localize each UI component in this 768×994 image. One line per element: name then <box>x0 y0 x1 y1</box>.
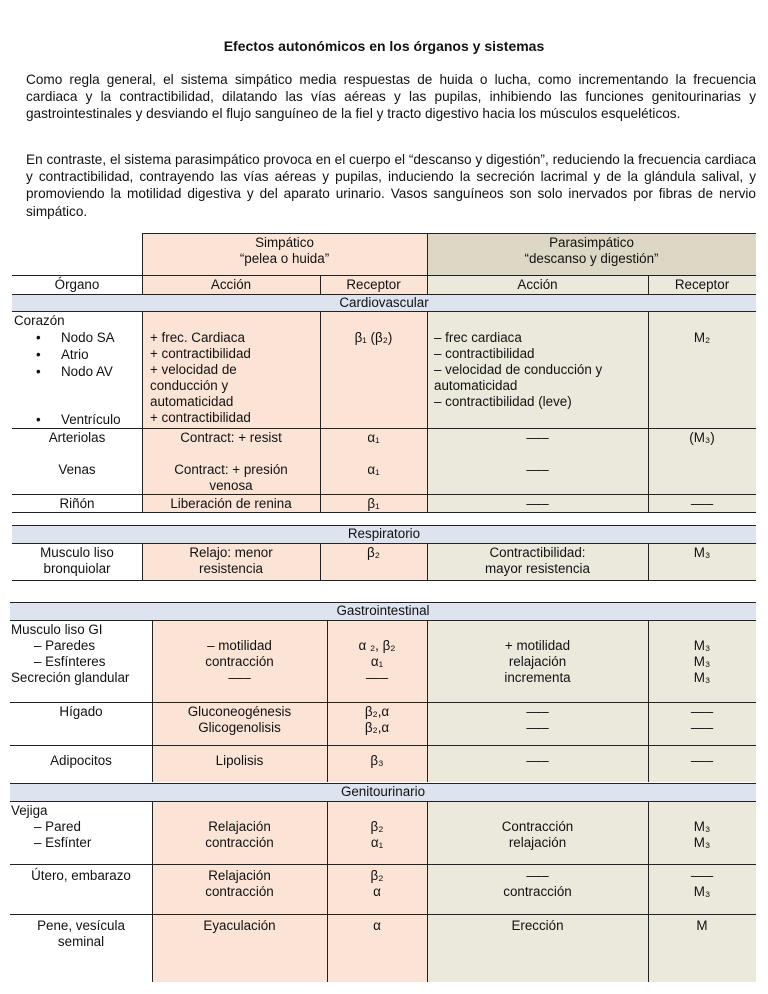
organ-ventriculo: Ventrículo <box>61 412 121 427</box>
rinon-action: Liberación de renina <box>170 496 292 511</box>
section-resp: Respiratorio <box>347 526 421 541</box>
vejiga-receptor: β₂ <box>370 819 384 834</box>
organ-secrecion: Secreción glandular <box>11 670 130 685</box>
rule <box>427 312 428 512</box>
venas-receptor: α₁ <box>367 462 380 477</box>
page-title: Efectos autonómicos en los órganos y sistemas <box>223 38 545 54</box>
rule <box>10 702 756 703</box>
organ-venas: Venas <box>58 462 96 477</box>
gi-symp-action: contracción <box>205 654 274 669</box>
cardio-para-action: – contractibilidad (leve) <box>434 394 572 409</box>
organ-nodo-sa: Nodo SA <box>61 330 115 345</box>
higado-receptor: β₂,α <box>364 704 390 719</box>
organ-esfinteres: – Esfínteres <box>34 654 106 669</box>
rule <box>142 233 756 234</box>
gi-para-action: incrementa <box>504 670 571 685</box>
venas-action: Contract: + presión <box>174 462 288 477</box>
gi-symp-receptor: ––– <box>365 670 389 685</box>
higado-action: Glicogenolisis <box>198 720 281 735</box>
gi-para-receptor: M₃ <box>693 638 711 653</box>
organ-musculo-bronquiolar: Musculo liso <box>40 545 114 560</box>
vejiga-para: Contracción <box>501 819 574 834</box>
cardio-symp-action: automaticidad <box>150 394 234 409</box>
cardio-symp-action: + velocidad de <box>150 362 237 377</box>
resp-symp-action: resistencia <box>198 561 263 576</box>
section-gi: Gastrointestinal <box>336 603 430 618</box>
cardio-para-action: automaticidad <box>434 378 518 393</box>
rule <box>12 494 756 495</box>
gi-symp-receptor: α ₂, β₂ <box>358 638 396 653</box>
adipo-para: ––– <box>526 753 549 768</box>
organ-pene: Pene, vesícula <box>37 918 125 933</box>
venas-para: ––– <box>526 462 549 477</box>
organ-pene: seminal <box>57 934 105 949</box>
higado-para: ––– <box>526 720 549 735</box>
col-para-action: Acción <box>517 277 558 292</box>
section-gu: Genitourinario <box>340 784 426 799</box>
arteriolas-para-receptor: (M₃) <box>689 430 715 445</box>
intro-paragraph-parasympathetic: En contraste, el sistema parasimpático provoca en el cuerpo el “descanso y digestión”, reduciendo la frecuencia cardiaca y contractibilidad, contrayendo las vías aéreas y pupilas, induciendo la secreción lacrimal y de la glándula salival, y promoviendo la motilidad digestiva y del aparato urinario. Vasos sanguíneos son solo inervados por fibras de nervio simpático. <box>26 152 756 219</box>
higado-action: Gluconeogénesis <box>187 704 292 719</box>
pene-para-receptor: M <box>696 918 708 933</box>
bullet: • <box>36 364 41 379</box>
cardio-symp-action: + contractibilidad <box>150 410 251 425</box>
gi-para-receptor: M₃ <box>693 654 711 669</box>
resp-para-action: Contractibilidad: <box>489 545 586 560</box>
symp-title: Simpático <box>255 235 314 250</box>
organ-vejiga: Vejiga <box>11 803 48 818</box>
gi-para-action: relajación <box>508 654 567 669</box>
organ-atrio: Atrio <box>61 347 89 362</box>
col-symp-action: Acción <box>210 277 252 292</box>
resp-symp-action: Relajo: menor <box>189 545 273 560</box>
organ-esfinter: – Esfínter <box>34 835 92 850</box>
rule <box>10 620 756 621</box>
organ-corazon: Corazón <box>14 313 65 328</box>
col-symp-receptor: Receptor <box>346 277 401 292</box>
gi-symp-action: – motilidad <box>207 638 272 653</box>
rule <box>12 428 756 429</box>
higado-para-receptor: ––– <box>690 704 714 719</box>
organ-arteriolas: Arteriolas <box>48 430 106 445</box>
utero-action: contracción <box>205 884 274 899</box>
symp-subtitle: “pelea o huida” <box>239 251 330 266</box>
section-cardio: Cardiovascular <box>339 295 429 310</box>
organ-rinon: Riñón <box>59 496 95 511</box>
rule <box>10 801 756 802</box>
organ-nodo-av: Nodo AV <box>61 364 113 379</box>
bullet: • <box>36 412 41 427</box>
cardio-symp-receptor: β₁ (β₂) <box>354 330 393 345</box>
cardio-symp-action: conducción y <box>150 378 229 393</box>
cardio-para-action: – velocidad de conducción y <box>434 362 603 377</box>
col-para-receptor: Receptor <box>674 277 730 292</box>
gi-symp-receptor: α₁ <box>370 654 384 669</box>
gi-para-receptor: M₃ <box>693 670 711 685</box>
gi-para-action: + motilidad <box>504 638 571 653</box>
resp-para-action: mayor resistencia <box>485 561 590 576</box>
organ-utero: Útero, embarazo <box>31 868 131 883</box>
rule <box>12 580 756 581</box>
organ-musculo-gi: Musculo liso GI <box>11 622 103 637</box>
para-title: Parasimpático <box>549 235 634 250</box>
utero-para-receptor: ––– <box>690 868 714 883</box>
cardio-symp-action: + contractibilidad <box>150 346 251 361</box>
gi-symp-action: ––– <box>228 670 251 685</box>
vejiga-para: relajación <box>508 835 567 850</box>
arteriolas-para: ––– <box>526 430 549 445</box>
higado-para: ––– <box>526 704 549 719</box>
rule <box>10 914 756 915</box>
pene-receptor: α <box>373 918 381 933</box>
adipo-receptor: β₃ <box>370 753 384 768</box>
bullet: • <box>36 347 41 362</box>
organ-higado: Hígado <box>59 704 103 719</box>
intro-paragraph-sympathetic: Como regla general, el sistema simpático media respuestas de huida o lucha, como incrementando la frecuencia cardiaca y la contractibilidad, dilatando las vías aéreas y las pupilas, inhibiendo las funciones genitourinarias y gastrointestinales y desviando el flujo sanguíneo de la fiel y tracto digestivo hacia los músculos esqueléticos. <box>26 72 756 122</box>
higado-receptor: β₂,α <box>364 720 390 735</box>
pene-action: Eyaculación <box>203 918 276 933</box>
utero-action: Relajación <box>208 868 271 883</box>
cardio-para-receptor: M₂ <box>693 330 711 345</box>
adipo-action: Lipolisis <box>215 753 264 768</box>
vejiga-para-receptor: M₃ <box>693 819 711 834</box>
rinon-receptor: β₁ <box>367 496 380 511</box>
higado-para-receptor: ––– <box>690 720 714 735</box>
pene-para: Erección <box>511 918 564 933</box>
venas-action: venosa <box>209 478 253 493</box>
organ-paredes: – Paredes <box>34 638 96 653</box>
cardio-symp-action: + frec. Cardiaca <box>150 330 245 345</box>
para-subtitle: “descanso y digestión” <box>524 251 659 266</box>
utero-receptor: β₂ <box>370 868 384 883</box>
utero-para-receptor: M₃ <box>693 884 711 899</box>
vejiga-action: Relajación <box>208 819 271 834</box>
vejiga-action: contracción <box>205 835 274 850</box>
col-organ: Órgano <box>54 277 100 292</box>
rule <box>12 543 756 544</box>
resp-para-receptor: M₃ <box>693 545 711 560</box>
cardio-para-action: – frec cardiaca <box>434 330 522 345</box>
arteriolas-action: Contract: + resist <box>180 430 282 445</box>
rule <box>12 275 756 276</box>
organ-pared: – Pared <box>34 819 81 834</box>
rule <box>10 864 756 865</box>
rinon-para: ––– <box>526 496 549 511</box>
vejiga-para-receptor: M₃ <box>693 835 711 850</box>
utero-para: contracción <box>503 884 572 899</box>
adipo-para-receptor: ––– <box>690 753 714 768</box>
rule <box>10 745 756 746</box>
organ-musculo-bronquiolar: bronquiolar <box>43 561 111 576</box>
resp-symp-receptor: β₂ <box>367 545 380 560</box>
organ-adipocitos: Adipocitos <box>50 753 112 768</box>
vejiga-receptor: α₁ <box>370 835 384 850</box>
rinon-para-receptor: ––– <box>690 496 714 511</box>
utero-receptor: α <box>373 884 381 899</box>
cardio-para-action: – contractibilidad <box>434 346 535 361</box>
arteriolas-receptor: α₁ <box>367 430 380 445</box>
bullet: • <box>36 330 41 345</box>
utero-para: ––– <box>526 868 549 883</box>
